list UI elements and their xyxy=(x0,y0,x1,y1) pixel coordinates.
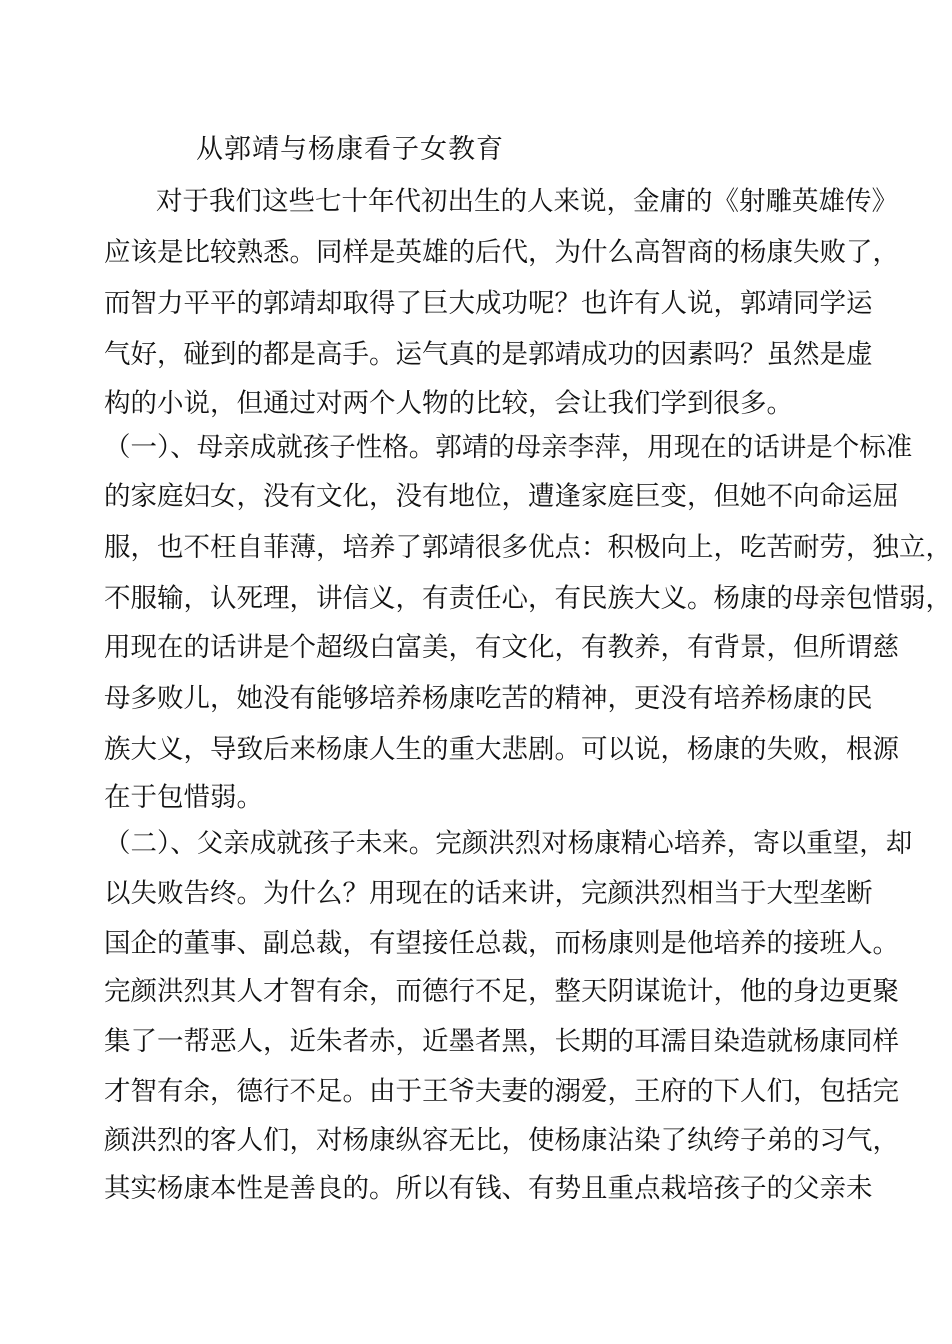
text-line: 的家庭妇女，没有文化，没有地位，遭逢家庭巨变，但她不向命运屈 xyxy=(104,481,899,512)
text-line: 不服输，认死理，讲信义，有责任心，有民族大义。杨康的母亲包惜弱， xyxy=(104,583,952,614)
text-line: 气好，碰到的都是高手。运气真的是郭靖成功的因素吗？虽然是虚 xyxy=(104,339,873,370)
text-line: 其实杨康本性是善良的。所以有钱、有势且重点栽培孩子的父亲未 xyxy=(104,1173,873,1204)
text-line: 而智力平平的郭靖却取得了巨大成功呢？也许有人说，郭靖同学运 xyxy=(104,288,873,319)
text-line: 构的小说，但通过对两个人物的比较，会让我们学到很多。 xyxy=(104,388,793,419)
text-line: 用现在的话讲是个超级白富美，有文化，有教养，有背景，但所谓慈 xyxy=(104,632,899,663)
text-line: 在于包惜弱。 xyxy=(104,782,263,813)
text-line: 颜洪烈的客人们，对杨康纵容无比，使杨康沾染了纨绔子弟的习气， xyxy=(104,1125,899,1156)
text-line: （二）、父亲成就孩子未来。完颜洪烈对杨康精心培养，寄以重望，却 xyxy=(104,828,913,859)
text-line: 应该是比较熟悉。同样是英雄的后代，为什么高智商的杨康失败了， xyxy=(104,237,899,268)
text-line: 族大义，导致后来杨康人生的重大悲剧。可以说，杨康的失败，根源 xyxy=(104,734,899,765)
text-line: 国企的董事、副总裁，有望接任总裁，而杨康则是他培养的接班人。 xyxy=(104,928,899,959)
text-line: 母多败儿，她没有能够培养杨康吃苦的精神，更没有培养杨康的民 xyxy=(104,683,873,714)
text-line: 对于我们这些七十年代初出生的人来说，金庸的《射雕英雄传》 xyxy=(156,186,898,217)
text-line: 服，也不枉自菲薄，培养了郭靖很多优点：积极向上，吃苦耐劳，独立， xyxy=(104,532,952,563)
document-title: 从郭靖与杨康看子女教育 xyxy=(196,134,504,165)
text-line: （一）、母亲成就孩子性格。郭靖的母亲李萍，用现在的话讲是个标准 xyxy=(104,432,913,463)
text-line: 完颜洪烈其人才智有余，而德行不足，整天阴谋诡计，他的身边更聚 xyxy=(104,976,899,1007)
text-line: 以失败告终。为什么？用现在的话来讲，完颜洪烈相当于大型垄断 xyxy=(104,878,873,909)
text-line: 才智有余，德行不足。由于王爷夫妻的溺爱，王府的下人们，包括完 xyxy=(104,1076,899,1107)
text-line: 集了一帮恶人，近朱者赤，近墨者黑，长期的耳濡目染造就杨康同样 xyxy=(104,1026,899,1057)
